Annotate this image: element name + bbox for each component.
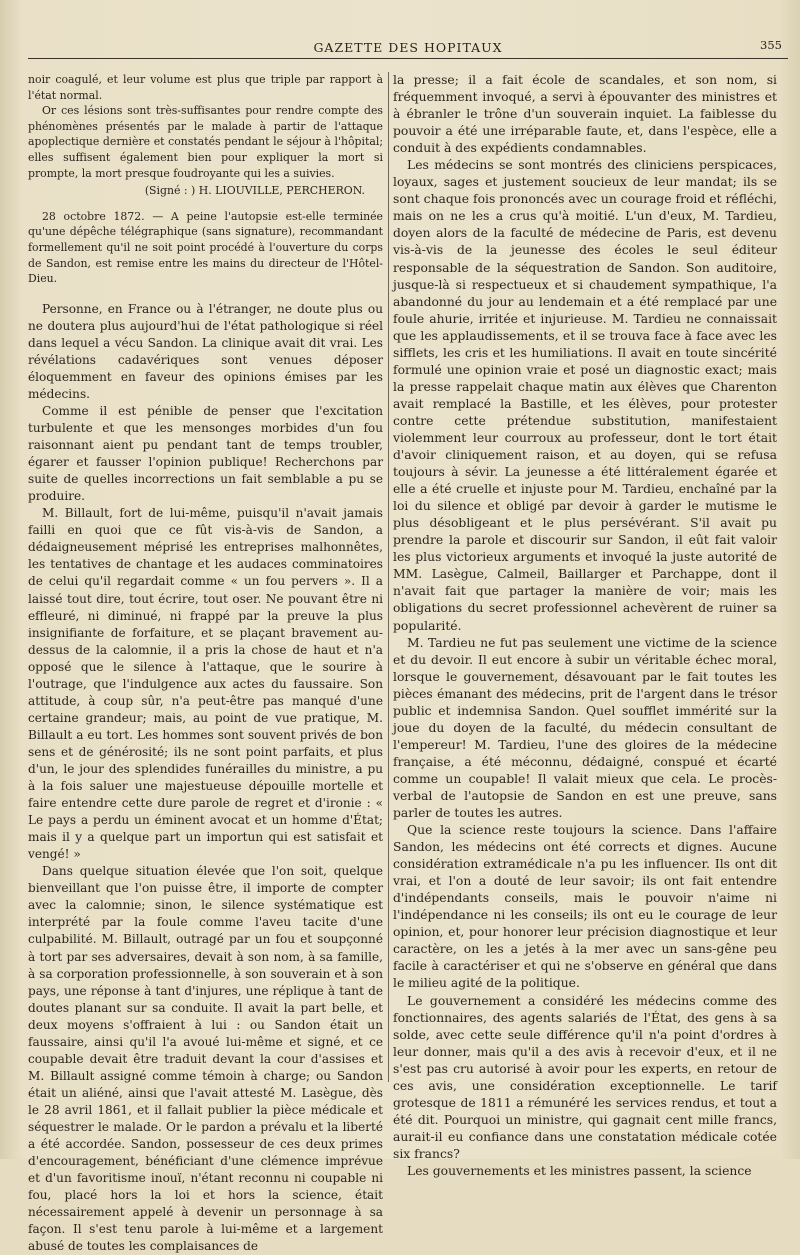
paragraph: Le gouvernement a considéré les médecins comme des fonctionnaires, des agents salariés de l'État, des gens à sa solde, avec cette seule différence qu'il n'a point d'ordres à leur donner, mais qu'il a des avis à recevoir d'eux, et il ne s'est pas cru autorisé à avoir pour les experts, en retour de ces avis, une considération exceptionnelle. Le tarif grotesque de 1811 a rémunéré les services rendus, et tout a été dit. Pourquoi un ministre, qui gagnait cent mille francs, aurait-il eu confiance dans une constatation médicale cotée six francs? xyxy=(393,993,777,1161)
column-divider xyxy=(388,72,389,1082)
dated-note: 28 octobre 1872. — A peine l'autopsie est-elle terminée qu'une dépêche télégraphique (sans signature), recommandant formellement qu'il ne soit point procédé à l'ouverture du corps de Sandon, est remise entre les mains du directeur de l'Hôtel-Dieu. xyxy=(28,209,383,286)
signature: (Signé : ) H. LIOUVILLE, PERCHERON. xyxy=(144,184,365,198)
journal-title: GAZETTE DES HOPITAUX xyxy=(313,40,503,55)
paragraph: noir coagulé, et leur volume est plus que triple par rapport à l'état normal. xyxy=(28,73,383,102)
page-header xyxy=(28,38,788,58)
paragraph: Les médecins se sont montrés des cliniciens perspicaces, loyaux, sages et justement soucieux de leur mandat; ils se sont chaque fois prononcés avec un courage froid et réfléchi, mais on ne les a crus qu'à moitié. L'un d'eux, M. Tardieu, doyen alors de la faculté de médecine de Paris, est devenu vis-à-vis de la jeunesse des écoles le seul éditeur responsable de la séquestration de Sandon. Son auditoire, jusque-là si respectueux et si chaudement sympathique, l'a abandonné du jour au lendemain et a été remplacé par une foule ahurie, irritée et injurieuse. M. Tardieu ne connaissait que les applaudissements, et il se trouva face à face avec les sifflets, les cris et les humiliations. Il avait en toute sincérité formulé une opinion vraie et posé un diagnostic exact; mais la presse rappelait chaque matin aux élèves que Charenton avait remplacé la Bastille, et les élèves, pour protester contre cette prétendue substitution, manifestaient violemment leur courroux au professeur, dont le tort était d'avoir cliniquement raison, et au doyen, qui se refusa toujours à sévir. La jeunesse a été littéralement égarée et elle a été cruelle et injuste pour M. Tardieu, enchaîné par la loi du silence et obligé par devoir à garder le mutisme le plus désobligeant et le plus persévérant. S'il avait pu prendre la parole et discourir sur Sandon, il eût fait valoir les plus victorieux arguments et invoqué la juste autorité de MM. Lasègue, Calmeil, Baillarger et Parchappe, dont il n'avait fait que partager la manière de voir; mais les obligations du secret professionnel achevèrent de ruiner sa popularité. xyxy=(393,158,777,633)
paragraph: Que la science reste toujours la science. Dans l'affaire Sandon, les médecins ont été corrects et dignes. Aucune considération extramédicale n'a pu les influencer. Ils ont dit vrai, et l'on a douté de leur savoir; ils ont fait entendre d'indépendants conseils, mais le pouvoir n'aime ni l'indépendance ni les conseils; ils ont eu le courage de leur opinion, et, pour honorer leur précision diagnostique et leur caractère, on les a jetés à la mer avec un sans-gêne peu facile à caractériser et qui ne s'observe en général que dans le milieu agité de la politique. xyxy=(393,823,777,991)
page-number: 355 xyxy=(760,38,782,52)
paragraph: Comme il est pénible de penser que l'excitation turbulente et que les mensonges morbides d'un fou raisonnant aient pu pendant tant de temps troubler, égarer et fausser l'opinion publique! Recherchons par suite de quelles incorrections un fait semblable a pu se produire. xyxy=(28,404,383,504)
paragraph: Or ces lésions sont très-suffisantes pour rendre compte des phénomènes présentés par le malade à partir de l'attaque apoplectique dernière et constatés pendant le séjour à l'hôpital; elles suffisent également bien pour expliquer la mort si prompte, la mort presque foudroyante qui les a suivies. xyxy=(28,104,383,180)
paragraph: la presse; il a fait école de scandales, et son nom, si fréquemment invoqué, a servi à épouvanter des ministres et à ébranler le trône d'un souverain inquiet. La faiblesse du pouvoir a été une irréparable faute, et, dans l'espèce, elle a conduit à des expédients condamnables. xyxy=(393,73,777,156)
left-column xyxy=(28,72,383,1254)
right-column xyxy=(393,72,777,1178)
paragraph: M. Billault, fort de lui-même, puisqu'il n'avait jamais failli en quoi que ce fût vis-à-vis de Sandon, a dédaigneusement méprisé les entreprises malhonnêtes, les tentatives de chantage et les audaces comminatoires de celui qu'il regardait comme « un fou pervers ». Il a laissé tout dire, tout écrire, tout oser. Ne pouvant être ni effleuré, ni diminué, ni frappé par la preuve la plus insignifiante de forfaiture, et se plaçant bravement au-dessus de la calomnie, il a pris la chose de haut et n'a opposé que le silence à l'attaque, que le sourire à l'outrage, que l'indulgence aux actes du faussaire. Son attitude, à coup sûr, n'a peut-être pas manqué d'une certaine grandeur; mais, au point de vue pratique, M. Billault a eu tort. Les hommes sont souvent privés de bon sens et de générosité; ils ne sont point parfaits, et plus d'un, le jour des splendides funérailles du ministre, a pu à la fois saluer une majestueuse dépouille mortelle et faire entendre cette dure parole de regret et d'ironie : « Le pays a perdu un éminent avocat et un homme d'État; mais il y a quelque part un importun qui est satisfait et vengé! » xyxy=(28,506,383,862)
paragraph: Les gouvernements et les ministres passent, la science xyxy=(407,1164,752,1178)
paragraph: M. Tardieu ne fut pas seulement une victime de la science et du devoir. Il eut encore à subir un véritable échec moral, lorsque le gouvernement, désavouant par le fait toutes les pièces émanant des médecins, prit de l'argent dans le trésor public et indemnisa Sandon. Quel soufflet immérité sur la joue du doyen de la faculté, du médecin consultant de l'empereur! M. Tardieu, l'une des gloires de la médecine française, a été méconnu, dédaigné, conspué et écarté comme un coupable! Il valait mieux que cela. Le procès-verbal de l'autopsie de Sandon en est une preuve, sans parler de toutes les autres. xyxy=(393,635,777,821)
spacer xyxy=(28,287,383,301)
paragraph: Dans quelque situation élevée que l'on soit, quelque bienveillant que l'on puisse être, il importe de compter avec la calomnie; sinon, le silence systématique est interprété par la foule comme l'aveu tacite d'une culpabilité. M. Billault, outragé par un fou et soupçonné à tort par ses adversaires, devait à son nom, à sa famille, à sa corporation professionnelle, à son souverain et à son pays, une réponse à tant d'injures, une réplique à tant de doutes planant sur sa conduite. Il avait la part belle, et deux moyens s'offraient à lui : ou Sandon était un faussaire, ainsi qu'il l'a avoué lui-même et signé, et ce coupable devait être traduit devant la cour d'assises et M. Billault assigné comme témoin à charge; ou Sandon était un aliéné, ainsi que l'avait attesté M. Lasègue, dès le 28 avril 1861, et il fallait publier la pièce médicale et séquestrer le malade. Or le pardon a prévalu et la liberté a été accordée. Sandon, possesseur de ces deux primes d'encouragement, bénéficiant d'une clémence imprévue et d'un favoritisme inouï, n'étant reconnu ni coupable ni fou, placé hors la loi et hors la science, était nécessairement appelé à devenir un personnage à sa façon. Il s'est tenu parole à lui-même et a largement abusé de toutes les complaisances de xyxy=(28,864,383,1254)
paragraph: Personne, en France ou à l'étranger, ne doute plus ou ne doutera plus aujourd'hui de l'état pathologique si réel dans lequel a vécu Sandon. La clinique avait dit vrai. Les révélations cadavériques sont venues déposer éloquemment en faveur des opinions émises par les médecins. xyxy=(28,301,383,401)
header-rule xyxy=(28,58,788,59)
